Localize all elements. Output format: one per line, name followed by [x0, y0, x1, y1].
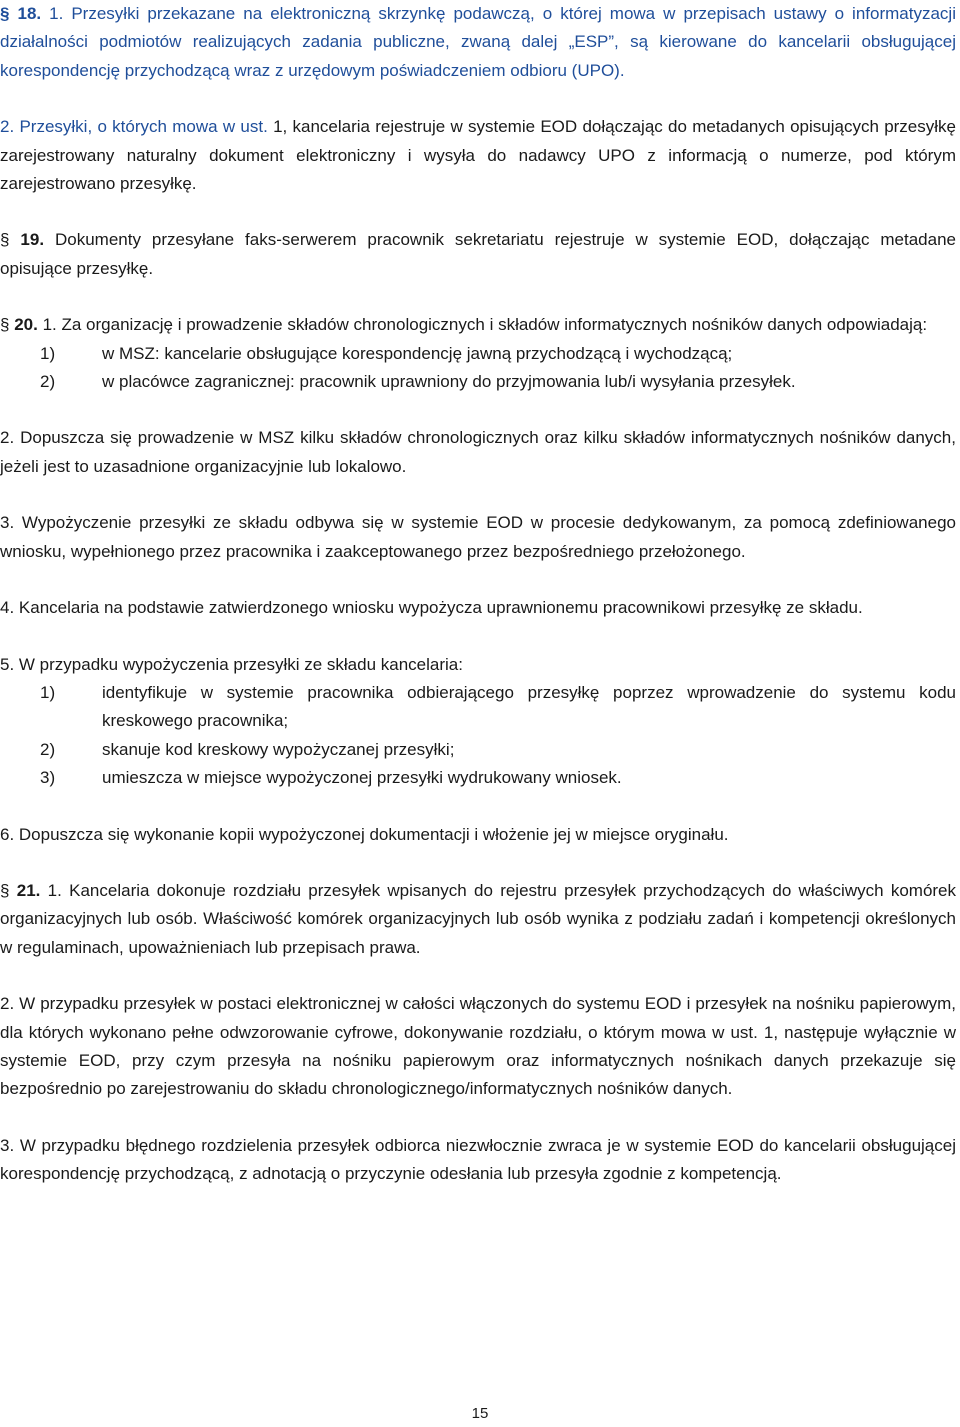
section-20-list-5 — [0, 679, 956, 793]
paragraph-text: Za organizację i prowadzenie składów chronologicznych i składów informatycznych nośników danych odpowiadają: — [61, 315, 928, 335]
list-item — [0, 764, 956, 792]
section-21-paragraph-3: 3. W przypadku błędnego rozdzielenia przesyłek odbiorca niezwłocznie zwraca je w systemie EOD do kancelarii obsługującej korespondencję przychodzącą, z adnotacją o przyczynie odesłania lub przesyła zgodnie z kompetencją. — [0, 1135, 956, 1184]
section-number: 20. — [14, 315, 38, 335]
list-item — [0, 368, 956, 396]
list-item-number: 3) — [40, 768, 56, 788]
page-number: 15 — [471, 1405, 489, 1422]
list-item-text: w placówce zagranicznej: pracownik uprawniony do przyjmowania lub/i wysyłania przesyłek. — [102, 372, 796, 392]
section-18-paragraph-2 — [0, 113, 956, 198]
paragraph-text: Przesyłki przekazane na elektroniczną skrzynkę podawczą, o której mowa w przepisach ustawy o informatyzacji działalności podmiotów realizujących zadania publiczne, zwaną dalej „ESP”, są kierowane do kancelarii obsługującej korespondencję przychodzącą wraz z urzędowym poświadczeniem odbioru (UPO). — [0, 4, 956, 80]
section-19-paragraph — [0, 226, 956, 283]
section-18-paragraph-1 — [0, 0, 956, 85]
section-sign: § — [0, 4, 10, 23]
list-item-number: 1) — [40, 343, 56, 363]
paragraph-number: 1. — [49, 4, 64, 23]
list-item — [0, 340, 956, 368]
list-item — [0, 679, 956, 736]
list-item-text: skanuje kod kreskowy wypożyczanej przesyłki; — [102, 739, 455, 759]
section-number: 19. — [20, 230, 45, 250]
section-20-list-1 — [0, 340, 956, 397]
section-20-paragraph-6: 6. Dopuszcza się wykonanie kopii wypożyczonej dokumentacji i włożenie jej w miejsce oryginału. — [0, 824, 729, 844]
paragraph-lead: 2. Przesyłki, o których mowa w ust. — [0, 117, 274, 137]
section-20-paragraph-1 — [0, 311, 956, 339]
list-item-number: 1) — [40, 682, 56, 702]
section-21-paragraph-1 — [0, 877, 956, 962]
paragraph-number: 1. — [42, 315, 57, 335]
list-item — [0, 736, 956, 764]
section-sign: § — [0, 315, 10, 335]
section-21-paragraph-2: 2. W przypadku przesyłek w postaci elektronicznej w całości włączonych do systemu EOD i przesyłek na nośniku papierowym, dla których wykonano pełne odwzorowanie cyfrowe, dokonywanie rozdziału, o którym mowa w ust. 1, następuje wyłącznie w systemie EOD, przy czym przesyła na nośniku papierowym oraz informatycznych nośnikach danych przekazuje się bezpośrednio po zarejestrowaniu do składu chronologicznego/informatycznych nośników danych. — [0, 994, 956, 1099]
section-number: 21. — [16, 880, 41, 900]
paragraph-text: Dokumenty przesyłane faks-serwerem pracownik sekretariatu rejestruje w systemie EOD, dołączając metadane opisujące przesyłkę. — [0, 230, 956, 278]
list-item-number: 2) — [40, 739, 56, 759]
paragraph-text: Kancelaria dokonuje rozdziału przesyłek wpisanych do rejestru przesyłek przychodzących do właściwych komórek organizacyjnych lub osób. Właściwość komórek organizacyjnych lub osób wynika z podziału zadań i kompetencji określonych w regulaminach, upoważnieniach lub przepisach prawa. — [0, 880, 957, 957]
section-sign: § — [0, 880, 10, 900]
section-20-paragraph-3: 3. Wypożyczenie przesyłki ze składu odbywa się w systemie EOD w procesie dedykowanym, za pomocą zdefiniowanego wniosku, wypełnionego przez pracownika i zaakceptowanego przez bezpośredniego przełożonego. — [0, 513, 956, 561]
section-20-paragraph-5: 5. W przypadku wypożyczenia przesyłki ze składu kancelaria: — [0, 654, 463, 674]
section-20-paragraph-2: 2. Dopuszcza się prowadzenie w MSZ kilku składów chronologicznych oraz kilku składów informatycznych nośników danych, jeżeli jest to uzasadnione organizacyjnie lub lokalowo. — [0, 428, 956, 476]
paragraph-number: 1. — [47, 880, 62, 900]
section-20-paragraph-4: 4. Kancelaria na podstawie zatwierdzonego wniosku wypożycza uprawnionemu pracownikowi przesyłkę ze składu. — [0, 598, 863, 618]
list-item-text: umieszcza w miejsce wypożyczonej przesyłki wydrukowany wniosek. — [102, 768, 622, 788]
section-number: 18. — [17, 4, 42, 23]
paragraph-text: 1, kancelaria rejestruje w systemie EOD dołączając do metadanych opisujących przesyłkę zarejestrowany naturalny dokument elektroniczny i wysyła do nadawcy UPO z informacją o numerze, pod którym zarejestrowano przesyłkę. — [0, 117, 956, 194]
list-item-number: 2) — [40, 372, 56, 392]
section-sign: § — [0, 230, 10, 250]
list-item-text: identyfikuje w systemie pracownika odbierającego przesyłkę poprzez wprowadzenie do systemu kodu kreskowego pracownika; — [102, 682, 956, 731]
list-item-text: w MSZ: kancelarie obsługujące korespondencję jawną przychodzącą i wychodzącą; — [102, 343, 733, 363]
